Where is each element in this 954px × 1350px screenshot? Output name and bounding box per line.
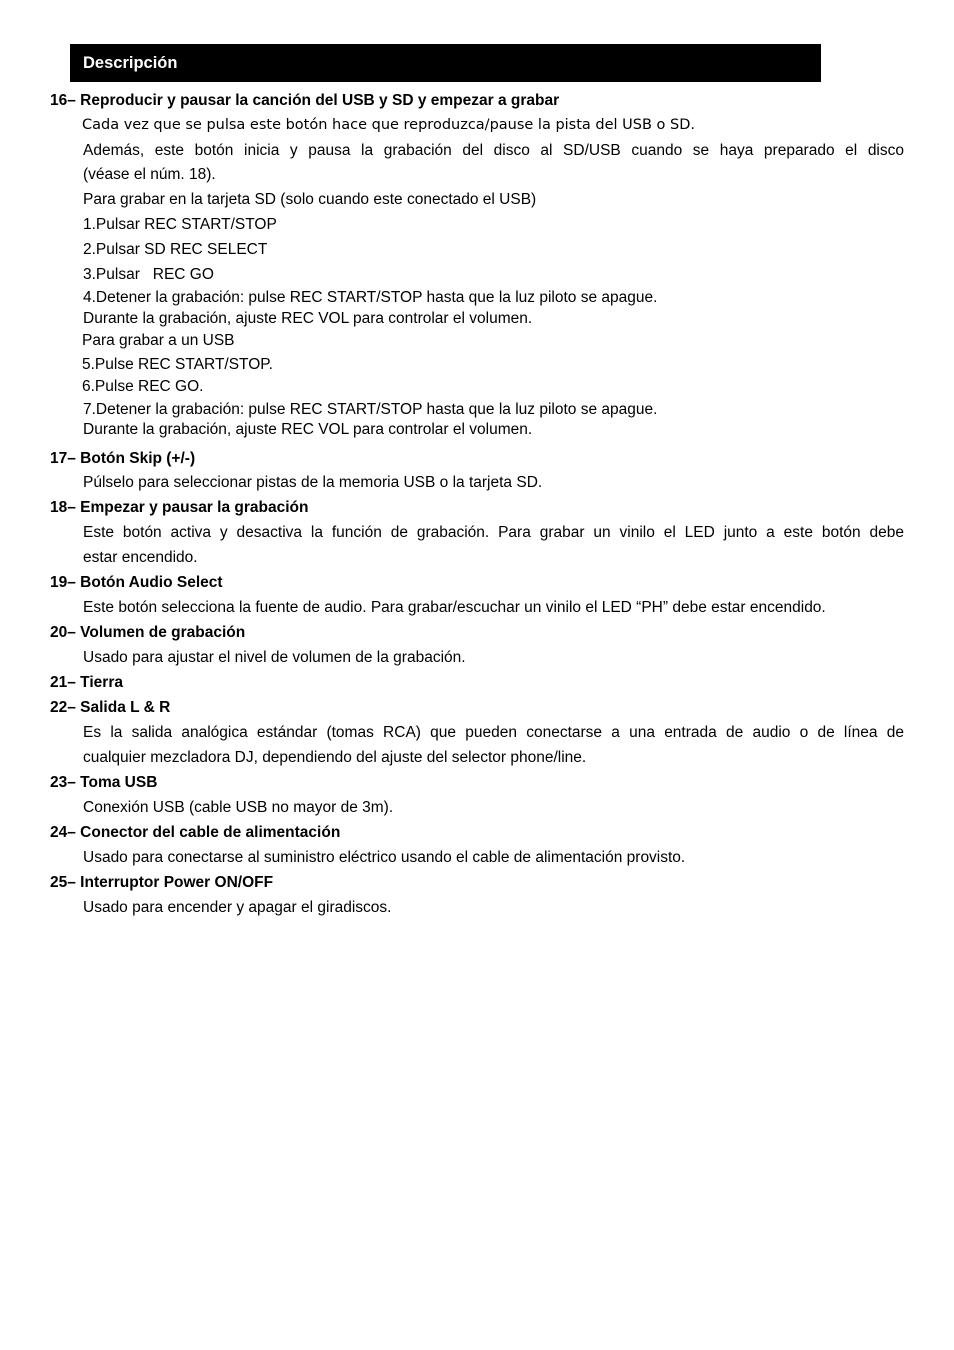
item-19-description: Este botón selecciona la fuente de audio. Para grabar/escuchar un vinilo el LED “PH” debe estar encendido.: [83, 599, 826, 616]
item-16-step-1: 1.Pulsar REC START/STOP: [83, 216, 277, 233]
item-24-title: 24– Conector del cable de alimentación: [50, 824, 341, 841]
item-22-description-a: Es la salida analógica estándar (tomas RCA) que pueden conectarse a una entrada de audio o de línea de: [83, 724, 904, 741]
item-16-paragraph-1: Cada vez que se pulsa este botón hace que reproduzca/pause la pista del USB o SD.: [82, 117, 696, 133]
item-23-title: 23– Toma USB: [50, 774, 158, 791]
item-19-title: 19– Botón Audio Select: [50, 574, 223, 591]
item-16-usb-intro: Para grabar a un USB: [82, 332, 235, 349]
item-16-step-5: 5.Pulse REC START/STOP.: [82, 356, 273, 373]
item-21-title: 21– Tierra: [50, 674, 123, 691]
item-17-title: 17– Botón Skip (+/-): [50, 450, 196, 467]
item-22-description-b: cualquier mezcladora DJ, dependiendo del ajuste del selector phone/line.: [83, 749, 587, 766]
item-16-paragraph-2a: Además, este botón inicia y pausa la grabación del disco al SD/USB cuando se haya preparado el disco: [83, 142, 904, 159]
item-18-title: 18– Empezar y pausar la grabación: [50, 499, 309, 516]
item-16-step-7: 7.Detener la grabación: pulse REC START/STOP hasta que la luz piloto se apague.: [83, 401, 658, 418]
item-24-description: Usado para conectarse al suministro eléctrico usando el cable de alimentación provisto.: [83, 849, 686, 866]
item-18-description-b: estar encendido.: [83, 549, 198, 566]
item-16-title: 16– Reproducir y pausar la canción del USB y SD y empezar a grabar: [50, 92, 560, 109]
item-20-description: Usado para ajustar el nivel de volumen de la grabación.: [83, 649, 466, 666]
item-16-paragraph-2b: (véase el núm. 18).: [83, 166, 216, 183]
item-16-volume-note-1: Durante la grabación, ajuste REC VOL para controlar el volumen.: [83, 310, 533, 327]
item-16-step-4: 4.Detener la grabación: pulse REC START/STOP hasta que la luz piloto se apague.: [83, 289, 658, 306]
item-16-step-2: 2.Pulsar SD REC SELECT: [83, 241, 268, 258]
item-16-step-6: 6.Pulse REC GO.: [82, 378, 204, 395]
section-header: [70, 44, 821, 82]
item-25-description: Usado para encender y apagar el giradiscos.: [83, 899, 392, 916]
section-title: Descripción: [83, 54, 178, 72]
item-17-description: Púlselo para seleccionar pistas de la memoria USB o la tarjeta SD.: [83, 474, 543, 491]
item-22-title: 22– Salida L & R: [50, 699, 171, 716]
item-25-title: 25– Interruptor Power ON/OFF: [50, 874, 274, 891]
item-23-description: Conexión USB (cable USB no mayor de 3m).: [83, 799, 394, 816]
item-16-volume-note-2: Durante la grabación, ajuste REC VOL para controlar el volumen.: [83, 421, 533, 438]
item-16-step-3: 3.Pulsar REC GO: [83, 266, 214, 283]
item-20-title: 20– Volumen de grabación: [50, 624, 246, 641]
item-18-description-a: Este botón activa y desactiva la función de grabación. Para grabar un vinilo el LED junto a este botón debe: [83, 524, 904, 541]
item-16-sd-intro: Para grabar en la tarjeta SD (solo cuando este conectado el USB): [83, 191, 537, 208]
